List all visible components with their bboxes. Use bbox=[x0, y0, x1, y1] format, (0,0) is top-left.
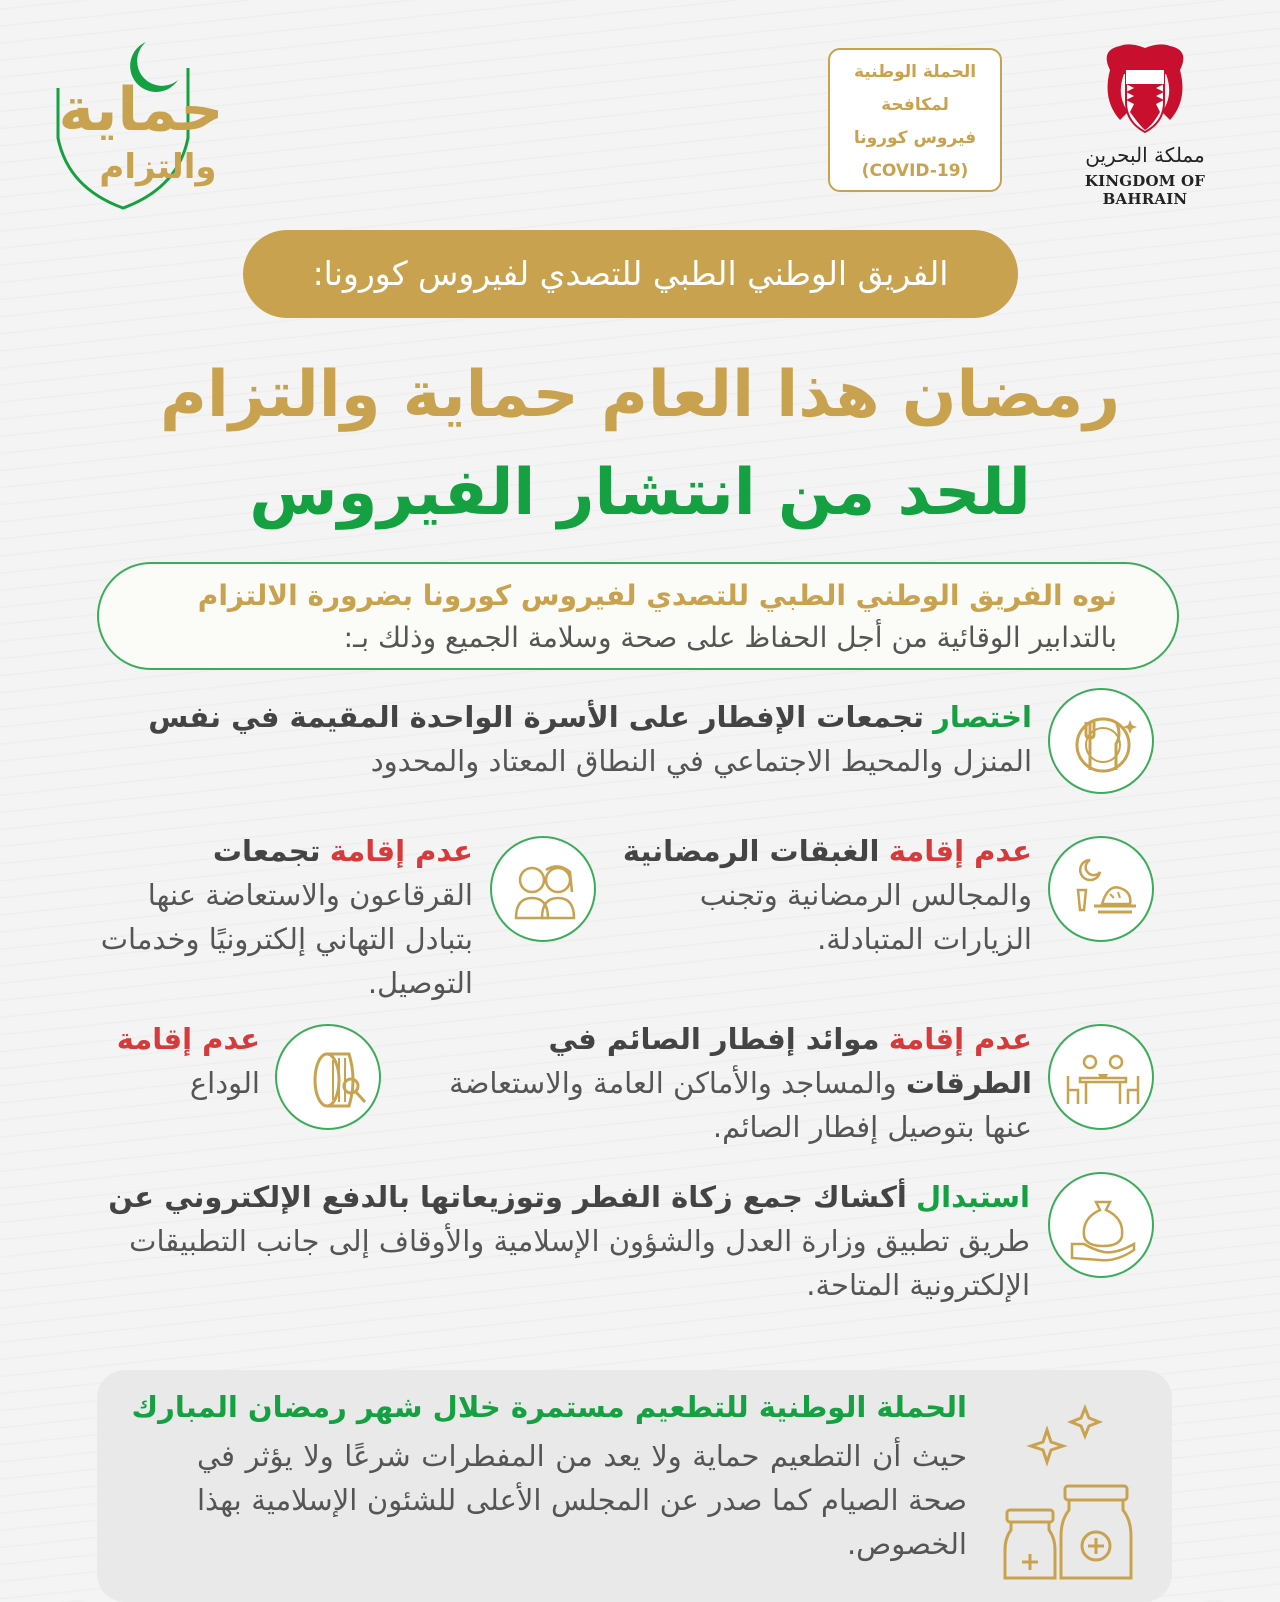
campaign-line: الحملة الوطنية bbox=[853, 62, 977, 82]
vaccine-body: حيث أن التطعيم حماية ولا يعد من المفطرات شرعًا ولا يؤثر في صحة الصيام كما صدر عن المجلس الأعلى للشئون الإسلامية بهذا الخصوص. bbox=[197, 1439, 967, 1561]
item-tables bbox=[430, 1017, 1032, 1149]
item-zakat-keyword: استبدال bbox=[916, 1180, 1030, 1214]
qarqaoon-icon-circle bbox=[490, 836, 596, 942]
item-ghabqa-text: والمجالس الرمضانية وتجنب الزيارات المتبادلة. bbox=[699, 878, 1032, 956]
item-tables-keyword: عدم إقامة bbox=[888, 1022, 1032, 1056]
intro-line1: نوه الفريق الوطني الطبي للتصدي لفيروس كورونا بضرورة الالتزام bbox=[197, 579, 1117, 612]
farewell-icon-circle bbox=[275, 1024, 381, 1130]
item-iftar bbox=[100, 695, 1032, 783]
drum-icon bbox=[277, 1026, 383, 1132]
item-tables-bold1: موائد إفطار الصائم في bbox=[548, 1022, 880, 1056]
plate-cutlery-icon bbox=[1050, 690, 1156, 796]
item-tables-text: والمساجد والأماكن العامة والاستعاضة عنها بتوصيل إفطار الصائم. bbox=[449, 1066, 1032, 1144]
vaccine-vials-icon bbox=[997, 1390, 1157, 1590]
item-zakat bbox=[100, 1175, 1030, 1307]
vaccine-headline: الحملة الوطنية للتطعيم مستمرة خلال شهر رمضان المبارك bbox=[131, 1390, 967, 1424]
iftar-icon-circle bbox=[1048, 688, 1154, 794]
item-qarqaoon-text: القرقاعون والاستعاضة عنها بتبادل التهاني إلكترونيًا وخدمات التوصيل. bbox=[100, 878, 473, 1000]
campaign-line: (COVID-19) bbox=[861, 161, 969, 181]
item-zakat-bold: أكشاك جمع زكاة الفطر وتوزيعاتها بالدفع الإلكتروني عن bbox=[108, 1180, 907, 1214]
campaign-line: فيروس كورونا bbox=[853, 128, 977, 148]
zakat-icon-circle bbox=[1048, 1172, 1154, 1278]
item-ghabqa-keyword: عدم إقامة bbox=[888, 834, 1032, 868]
campaign-line: لمكافحة bbox=[881, 95, 949, 115]
item-qarqaoon-keyword: عدم إقامة bbox=[329, 834, 473, 868]
item-iftar-keyword: اختصار bbox=[933, 700, 1032, 734]
headline-line2: للحد من انتشار الفيروس bbox=[249, 456, 1031, 530]
item-ghabqa-bold: الغبقات الرمضانية bbox=[622, 834, 880, 868]
campaign-logo bbox=[28, 28, 224, 218]
money-bag-hand-icon bbox=[1050, 1174, 1156, 1280]
tables-icon-circle bbox=[1048, 1024, 1154, 1130]
item-farewell-keyword: عدم إقامة bbox=[116, 1022, 260, 1056]
item-qarqaoon-bold: تجمعات bbox=[212, 834, 321, 868]
ghabqa-icon-circle bbox=[1048, 836, 1154, 942]
item-iftar-text: المنزل والمحيط الاجتماعي في النطاق المعتاد والمحدود bbox=[370, 744, 1032, 778]
coat-of-arms-icon bbox=[1100, 40, 1190, 140]
kingdom-emblem bbox=[1040, 40, 1250, 208]
dining-table-icon bbox=[1050, 1026, 1156, 1132]
food-tray-icon bbox=[1050, 838, 1156, 944]
vaccine-box bbox=[97, 1370, 1172, 1602]
intro-box bbox=[97, 562, 1179, 670]
item-farewell-text: الوداع bbox=[189, 1066, 260, 1100]
kingdom-name-en: KINGDOM OF BAHRAIN bbox=[1084, 172, 1206, 208]
campaign-badge bbox=[828, 48, 1002, 192]
item-farewell bbox=[90, 1017, 260, 1105]
headline-line1: رمضان هذا العام حماية والتزام bbox=[159, 358, 1121, 432]
item-qarqaoon bbox=[90, 829, 473, 1005]
kingdom-name-ar: مملكة البحرين bbox=[1085, 143, 1205, 167]
item-iftar-bold: تجمعات الإفطار على الأسرة الواحدة المقيمة في نفس bbox=[148, 700, 924, 734]
intro-line2: بالتدابير الوقائية من أجل الحفاظ على صحة وسلامة الجميع وذلك بـ: bbox=[343, 621, 1117, 654]
item-tables-bold2: الطرقات bbox=[905, 1066, 1032, 1100]
item-zakat-text: طريق تطبيق وزارة العدل والشؤون الإسلامية والأوقاف إلى جانب التطبيقات الإلكترونية المتاحة. bbox=[129, 1224, 1030, 1302]
logo-line1: حماية bbox=[58, 75, 224, 145]
children-icon bbox=[492, 838, 598, 944]
item-ghabqa bbox=[595, 829, 1032, 961]
team-banner: الفريق الوطني الطبي للتصدي لفيروس كورونا: bbox=[243, 230, 1018, 318]
logo-line2: والتزام bbox=[99, 147, 217, 187]
